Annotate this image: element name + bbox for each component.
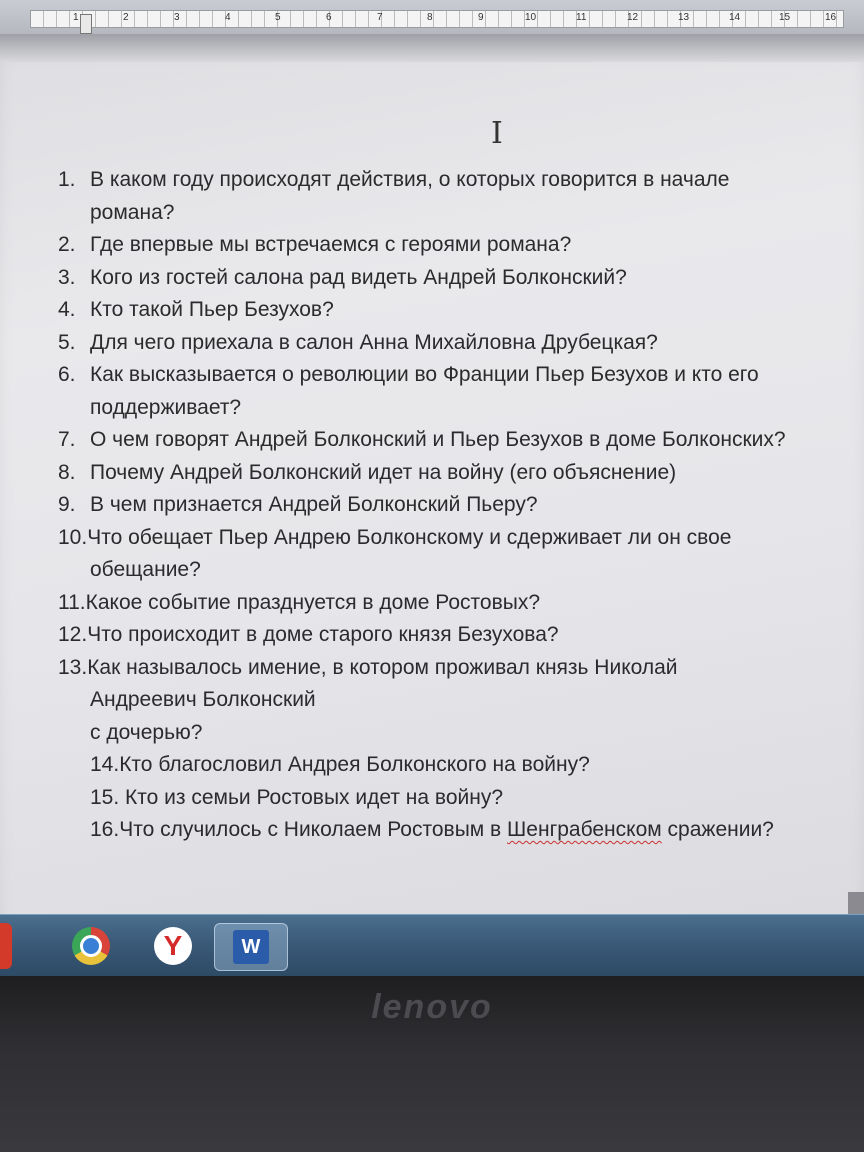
ruler-number: 7 xyxy=(377,12,383,23)
scrollbar-edge[interactable] xyxy=(848,892,864,914)
list-number: 6. xyxy=(58,363,76,386)
list-item[interactable] xyxy=(58,327,858,360)
list-number: 13. xyxy=(58,655,88,679)
brand-logo: lenovo xyxy=(371,988,493,1026)
question-list xyxy=(58,164,858,847)
list-text: В чем признается Андрей Болконский Пьеру? xyxy=(90,493,538,516)
ruler-strip[interactable] xyxy=(30,10,844,28)
list-text: Что происходит в доме старого князя Безухова? xyxy=(87,623,559,646)
taskbar xyxy=(0,914,864,977)
text-cursor-icon: I xyxy=(491,116,503,151)
horizontal-ruler[interactable] xyxy=(0,0,864,34)
ruler-number: 16 xyxy=(825,12,837,23)
ruler-number: 12 xyxy=(627,12,639,23)
list-number: 8. xyxy=(58,460,76,484)
chrome-core xyxy=(80,935,102,957)
list-text: Почему Андрей Болконский идет на войну (его объяснение) xyxy=(90,460,677,484)
ruler-number: 2 xyxy=(123,12,129,23)
ruler-number: 8 xyxy=(427,12,433,23)
ruler-number: 4 xyxy=(225,12,231,23)
ruler-number: 14 xyxy=(729,12,741,23)
list-item[interactable] xyxy=(58,457,858,490)
list-number: 10. xyxy=(58,525,88,549)
chrome-ring xyxy=(72,927,110,965)
list-text-continued: обещание? xyxy=(90,558,201,581)
ruler-number: 13 xyxy=(678,12,690,23)
spelling-error-word[interactable]: Шенграбенском xyxy=(507,818,662,841)
list-text: Кого из гостей салона рад видеть Андрей Болконский? xyxy=(90,265,627,289)
chrome-browser-icon[interactable] xyxy=(68,923,114,969)
plain-line-14[interactable] xyxy=(58,749,858,782)
ruler-number: 11 xyxy=(576,12,587,23)
list-item[interactable] xyxy=(58,424,858,457)
list-number: 9. xyxy=(58,493,76,516)
list-item[interactable] xyxy=(58,652,858,750)
ruler-number: 5 xyxy=(275,12,281,23)
ruler-ticks xyxy=(31,11,843,27)
list-number: 1. xyxy=(58,168,76,191)
plain-line-16[interactable] xyxy=(58,814,858,847)
yandex-browser-icon[interactable] xyxy=(150,923,196,969)
list-number: 11. xyxy=(58,590,86,614)
monitor-bezel xyxy=(0,976,864,1152)
list-text: Для чего приехала в салон Анна Михайловна Друбецкая? xyxy=(90,330,658,354)
plain-line-text: 15. Кто из семьи Ростовых идет на войну? xyxy=(90,785,504,809)
plain-line-15[interactable] xyxy=(58,782,858,815)
list-item[interactable] xyxy=(58,262,858,295)
document-page[interactable] xyxy=(0,34,864,914)
list-number: 3. xyxy=(58,265,76,289)
plain-line-end: сражении? xyxy=(661,818,774,841)
list-number: 7. xyxy=(58,428,76,451)
list-text-continued: с дочерью? xyxy=(90,720,203,744)
list-item[interactable] xyxy=(58,164,858,229)
list-item[interactable] xyxy=(58,359,858,424)
list-item[interactable] xyxy=(58,587,858,620)
list-item[interactable] xyxy=(58,294,858,327)
list-item[interactable] xyxy=(58,619,858,652)
list-item[interactable] xyxy=(58,489,858,522)
list-number: 12. xyxy=(58,623,88,646)
page-top-shadow xyxy=(0,34,864,62)
plain-line-text xyxy=(58,814,858,847)
list-text-continued: поддерживает? xyxy=(90,395,242,419)
start-app-icon[interactable] xyxy=(0,923,12,969)
list-text-continued: романа? xyxy=(90,200,175,224)
list-number: 2. xyxy=(58,233,76,256)
plain-line-text: 14.Кто благословил Андрея Болконского на войну? xyxy=(90,753,590,776)
list-item[interactable] xyxy=(58,229,858,262)
plain-line-start: 16.Что случилось с Николаем Ростовым в xyxy=(90,818,508,841)
list-text: Где впервые мы встречаемся с героями романа? xyxy=(90,233,572,256)
ruler-number: 3 xyxy=(174,12,180,23)
word-logo: W xyxy=(233,930,269,964)
list-number: 5. xyxy=(58,330,76,354)
list-text: О чем говорят Андрей Болконский и Пьер Безухов в доме Болконских? xyxy=(90,428,786,451)
list-item[interactable] xyxy=(58,522,858,587)
ruler-number: 10 xyxy=(525,12,537,23)
list-text: Что обещает Пьер Андрею Болконскому и сдерживает ли он свое xyxy=(87,525,732,549)
list-text: Как высказывается о революции во Франции Пьер Безухов и кто его xyxy=(90,363,759,386)
word-app-icon[interactable] xyxy=(214,923,288,971)
list-number: 4. xyxy=(58,298,76,321)
list-text: Как называлось имение, в котором проживал князь Николай xyxy=(87,655,678,679)
list-text: В каком году происходят действия, о которых говорится в начале xyxy=(90,168,730,191)
yandex-logo: Y xyxy=(154,927,192,965)
ruler-number: 9 xyxy=(478,12,484,23)
ruler-number: 6 xyxy=(326,12,332,23)
ruler-number: 1 xyxy=(73,12,79,23)
ruler-number: 15 xyxy=(779,12,791,23)
indent-marker[interactable] xyxy=(80,14,92,34)
list-text: Кто такой Пьер Безухов? xyxy=(90,298,334,321)
list-text: Какое событие празднуется в доме Ростовых? xyxy=(85,590,541,614)
list-text-continued: Андреевич Болконский xyxy=(90,688,316,711)
